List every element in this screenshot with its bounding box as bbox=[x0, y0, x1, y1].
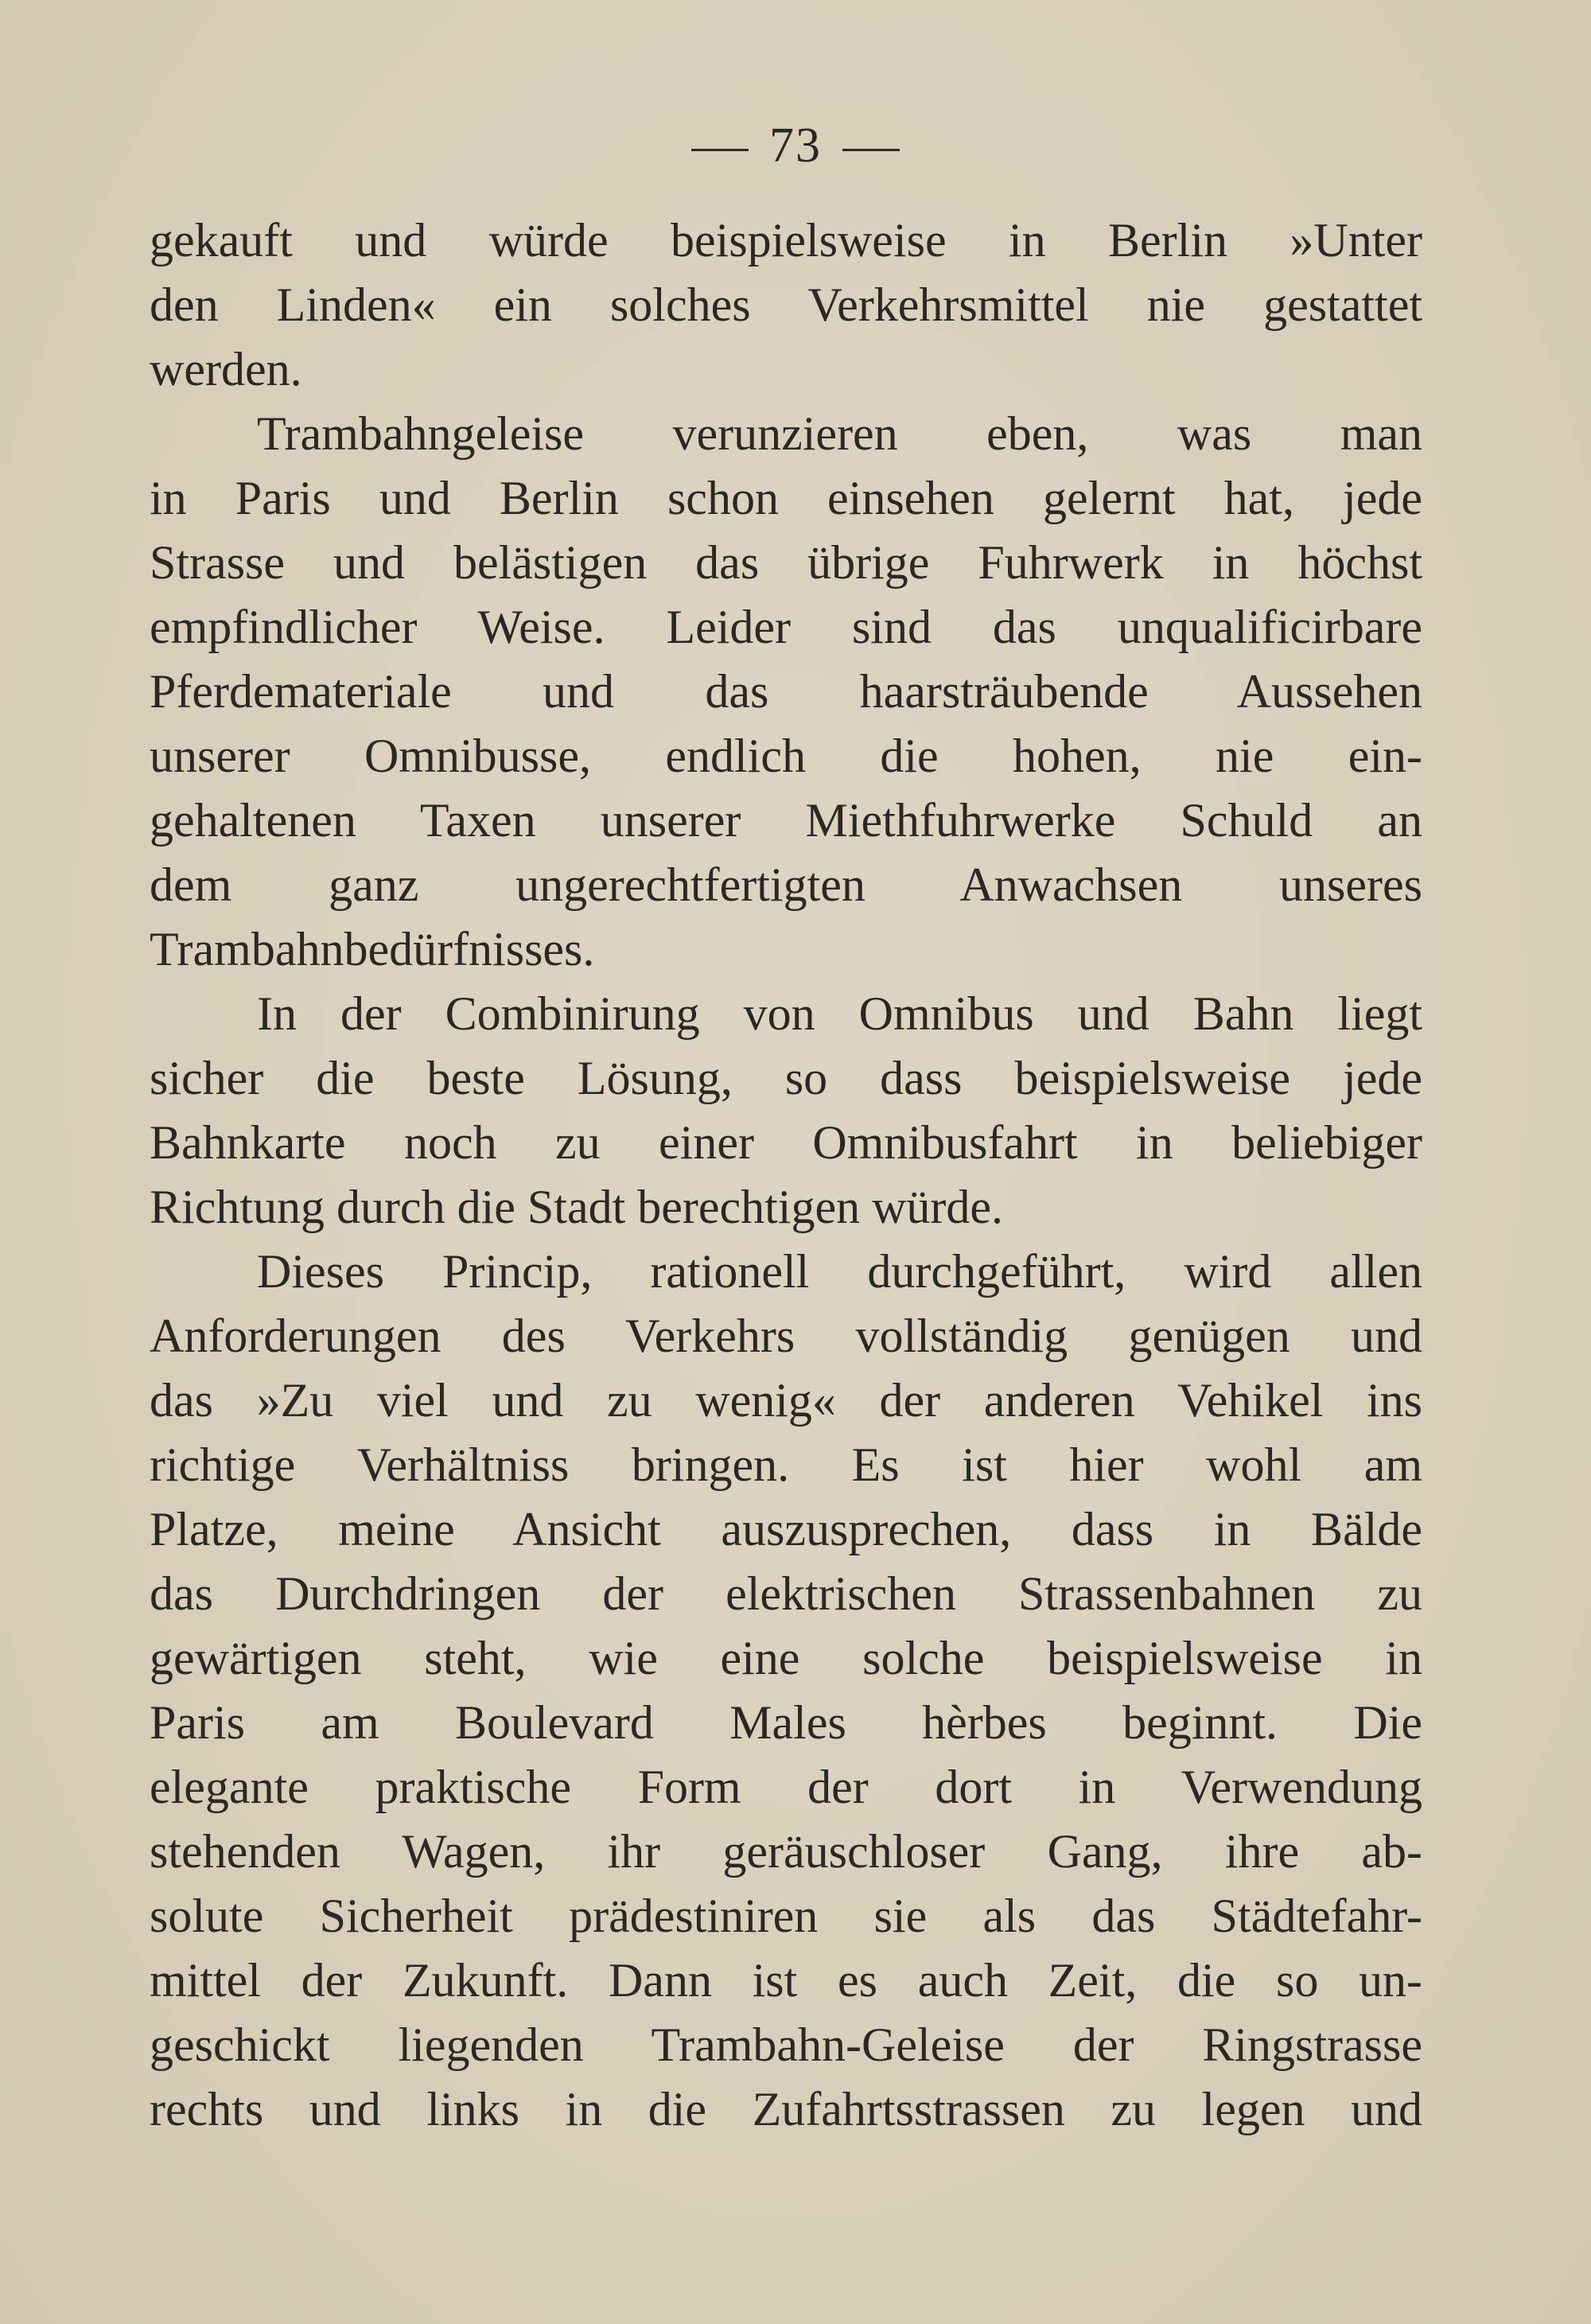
text-line: dem ganz ungerechtfertigten Anwachsen unseres bbox=[150, 858, 1422, 911]
body-text bbox=[150, 208, 1422, 2142]
text-line: empfindlicher Weise. Leider sind das unqualificirbare bbox=[150, 601, 1422, 653]
text-line: Bahnkarte noch zu einer Omnibusfahrt in beliebiger bbox=[150, 1116, 1422, 1169]
text-line: Anforderungen des Verkehrs vollständig genügen und bbox=[150, 1310, 1422, 1362]
text-line: rechts und links in die Zufahrtsstrassen zu legen und bbox=[150, 2083, 1422, 2135]
text-line: Dieses Princip, rationell durchgeführt, wird allen bbox=[257, 1245, 1422, 1298]
text-line: Pferdemateriale und das haarsträubende Aussehen bbox=[150, 665, 1422, 718]
text-line: unserer Omnibusse, endlich die hohen, nie ein- bbox=[150, 730, 1422, 782]
text-line: gewärtigen steht, wie eine solche beispielsweise in bbox=[150, 1632, 1422, 1684]
text-line: werden. bbox=[150, 343, 302, 395]
text-line: richtige Verhältniss bringen. Es ist hier wohl am bbox=[150, 1438, 1422, 1491]
text-line: mittel der Zukunft. Dann ist es auch Zeit, die so un- bbox=[150, 1954, 1422, 2007]
text-line: gehaltenen Taxen unserer Miethfuhrwerke Schuld an bbox=[150, 794, 1422, 847]
text-line: elegante praktische Form der dort in Verwendung bbox=[150, 1761, 1422, 1813]
text-line: gekauft und würde beispielsweise in Berlin »Unter bbox=[150, 214, 1422, 267]
page-number: 73 bbox=[769, 119, 822, 173]
text-line: geschickt liegenden Trambahn-Geleise der Ringstrasse bbox=[150, 2018, 1422, 2071]
text-line: In der Combinirung von Omnibus und Bahn liegt bbox=[257, 987, 1422, 1040]
text-line: Trambahngeleise verunzieren eben, was man bbox=[257, 407, 1422, 460]
text-line: Platze, meine Ansicht auszusprechen, dass in Bälde bbox=[150, 1503, 1422, 1555]
text-line: Trambahnbedürfnisses. bbox=[150, 923, 595, 975]
left-dash bbox=[691, 149, 749, 151]
text-line: in Paris und Berlin schon einsehen gelernt hat, jede bbox=[150, 472, 1422, 524]
text-line: solute Sicherheit prädestiniren sie als das Städtefahr- bbox=[150, 1890, 1422, 1942]
text-line: sicher die beste Lösung, so dass beispielsweise jede bbox=[150, 1052, 1422, 1104]
text-line: Strasse und belästigen das übrige Fuhrwerk in höchst bbox=[150, 536, 1422, 589]
page-number-header bbox=[0, 110, 1591, 181]
text-line: stehenden Wagen, ihr geräuschloser Gang, ihre ab- bbox=[150, 1825, 1422, 1878]
right-dash bbox=[842, 149, 900, 151]
text-line: den Linden« ein solches Verkehrsmittel nie gestattet bbox=[150, 278, 1422, 331]
text-line: Richtung durch die Stadt berechtigen würde. bbox=[150, 1181, 1004, 1233]
text-line: das »Zu viel und zu wenig« der anderen Vehikel ins bbox=[150, 1374, 1422, 1427]
text-line: das Durchdringen der elektrischen Strassenbahnen zu bbox=[150, 1567, 1422, 1620]
text-line: Paris am Boulevard Males hèrbes beginnt. Die bbox=[150, 1696, 1422, 1749]
